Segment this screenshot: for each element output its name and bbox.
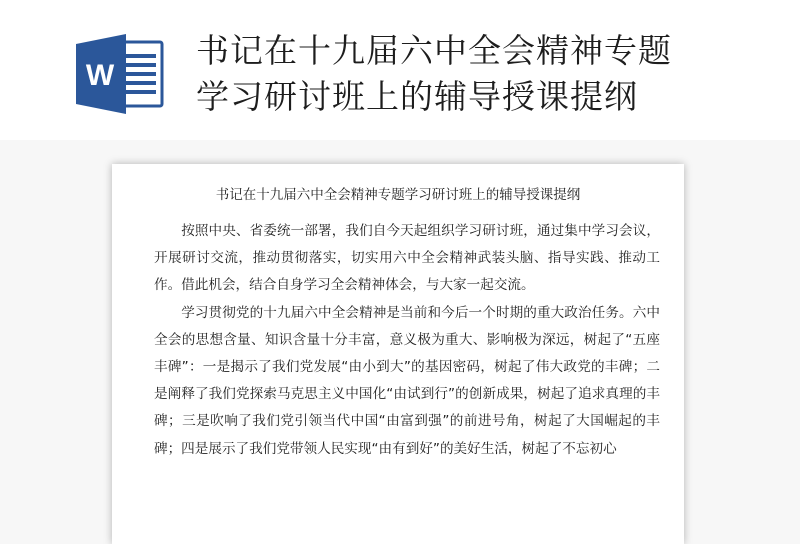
paragraph: 学习贯彻党的十九届六中全会精神是当前和今后一个时期的重大政治任务。六中全会的思想含量、知识含量十分丰富，意义极为重大、影响极为深远，树起了“五座丰碑”：一是揭示了我们党发展“由小到大”的基因密码，树起了伟大政党的丰碑；二是阐释了我们党探索马克思主义中国化“由试到行”的创新成果，树起了追求真理的丰碑；三是吹响了我们党引领当代中国“由富到强”的前进号角，树起了大国崛起的丰碑；四是展示了我们党带领人民实现“由有到好”的美好生活，树起了不忘初心 <box>154 304 660 457</box>
document-page <box>112 164 684 544</box>
document-body <box>154 218 660 463</box>
page-title <box>196 28 776 120</box>
title-line-1: 书记在十九届六中全会精神专题 <box>196 31 672 70</box>
svg-text:W: W <box>85 59 115 92</box>
document-title: 书记在十九届六中全会精神专题学习研讨班上的辅导授课提纲 <box>215 187 581 203</box>
title-line-2: 学习研讨班上的辅导授课提纲 <box>196 77 638 116</box>
paragraph: 按照中央、省委统一部署，我们自今天起组织学习研讨班，通过集中学习会议，开展研讨交流，推动贯彻落实，切实用六中全会精神武装头脑、指导实践、推动工作。借此机会，结合自身学习全会精神体会，与大家一起交流。 <box>154 223 660 294</box>
header-banner <box>0 0 800 140</box>
word-icon <box>76 34 166 114</box>
